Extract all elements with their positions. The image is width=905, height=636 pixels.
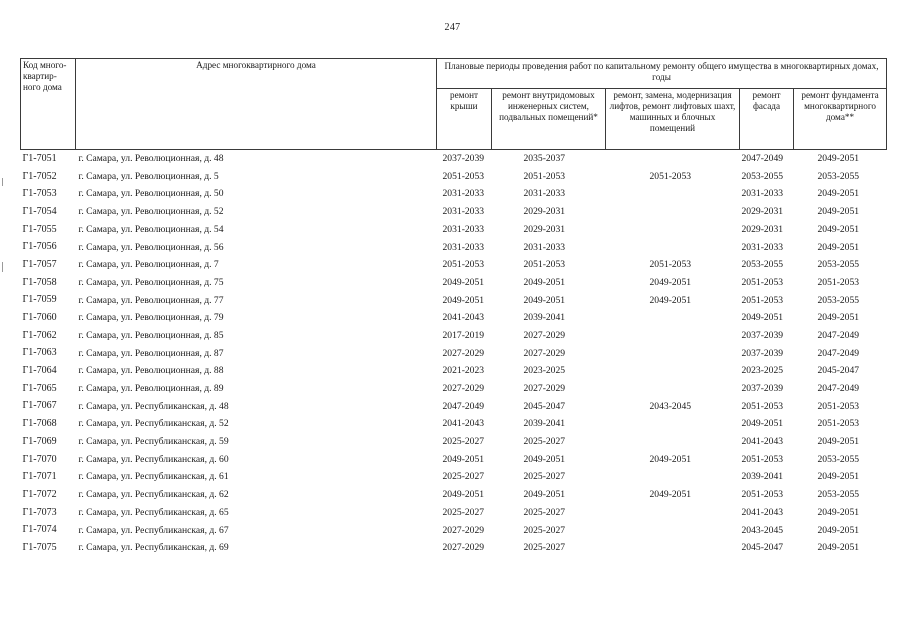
roof-period-cell: 2049-2051 — [442, 276, 485, 288]
house-code-cell: Г1-7056 — [22, 241, 57, 253]
house-code-cell: Г1-7054 — [22, 205, 57, 217]
roof-period-cell: 2025-2027 — [442, 471, 485, 483]
foundation-period-cell: 2049-2051 — [817, 206, 860, 218]
capital-repair-schedule-table — [20, 58, 887, 557]
engineering-period-cell: 2051-2053 — [523, 170, 566, 182]
address-cell: г. Самара, ул. Республиканская, д. 48 — [78, 400, 229, 412]
roof-period-cell: 2027-2029 — [442, 347, 485, 359]
foundation-period-cell: 2049-2051 — [817, 223, 860, 235]
foundation-period-cell: 2047-2049 — [817, 329, 860, 341]
roof-period-cell: 2051-2053 — [442, 259, 485, 271]
engineering-period-cell: 2031-2033 — [523, 188, 566, 200]
engineering-period-cell: 2051-2053 — [523, 259, 566, 271]
address-cell: г. Самара, ул. Революционная, д. 56 — [78, 241, 224, 253]
foundation-period-cell: 2051-2053 — [817, 418, 860, 430]
address-cell: г. Самара, ул. Революционная, д. 87 — [78, 347, 224, 359]
roof-period-cell: 2031-2033 — [442, 206, 485, 218]
roof-period-cell: 2041-2043 — [442, 418, 485, 430]
lift-period-cell — [606, 362, 740, 380]
roof-period-cell: 2027-2029 — [442, 524, 485, 536]
engineering-period-cell: 2025-2027 — [523, 436, 566, 448]
house-code-cell: Г1-7057 — [22, 258, 57, 270]
house-code-cell: Г1-7055 — [22, 223, 57, 235]
table-row — [21, 345, 887, 363]
facade-period-cell: 2049-2051 — [741, 418, 784, 430]
house-code-cell: Г1-7058 — [22, 276, 57, 288]
lift-period-cell — [606, 504, 740, 522]
roof-period-cell: 2049-2051 — [442, 489, 485, 501]
engineering-period-cell: 2027-2029 — [523, 329, 566, 341]
facade-period-cell: 2051-2053 — [741, 453, 784, 465]
facade-period-cell: 2047-2049 — [741, 153, 784, 165]
foundation-period-cell: 2049-2051 — [817, 506, 860, 518]
house-code-cell: Г1-7064 — [22, 365, 57, 377]
facade-period-cell: 2053-2055 — [741, 259, 784, 271]
lift-period-cell: 2051-2053 — [649, 259, 692, 271]
lift-period-cell: 2049-2051 — [649, 294, 692, 306]
roof-period-cell: 2027-2029 — [442, 542, 485, 554]
facade-period-cell: 2041-2043 — [741, 436, 784, 448]
header-engineering-systems-repair: ремонт внутридомовых инженерных систем, подвальных помещений* — [492, 89, 606, 150]
engineering-period-cell: 2049-2051 — [523, 294, 566, 306]
house-code-cell: Г1-7070 — [22, 453, 57, 465]
header-lift-repair: ремонт, замена, модернизация лифтов, ремонт лифтовых шахт, машинных и блочных помещений — [606, 89, 740, 150]
engineering-period-cell: 2025-2027 — [523, 506, 566, 518]
lift-period-cell — [606, 380, 740, 398]
table-row — [21, 327, 887, 345]
engineering-period-cell: 2045-2047 — [523, 400, 566, 412]
table-row — [21, 539, 887, 557]
address-cell: г. Самара, ул. Республиканская, д. 59 — [78, 436, 229, 448]
address-cell: г. Самара, ул. Революционная, д. 89 — [78, 383, 224, 395]
engineering-period-cell: 2025-2027 — [523, 542, 566, 554]
foundation-period-cell: 2053-2055 — [817, 294, 860, 306]
lift-period-cell — [606, 468, 740, 486]
facade-period-cell: 2029-2031 — [741, 206, 784, 218]
house-code-cell: Г1-7052 — [22, 170, 57, 182]
foundation-period-cell: 2051-2053 — [817, 400, 860, 412]
house-code-cell: Г1-7069 — [22, 435, 57, 447]
table-body — [21, 150, 887, 557]
house-code-cell: Г1-7068 — [22, 418, 57, 430]
address-cell: г. Самара, ул. Революционная, д. 79 — [78, 312, 224, 324]
scan-margin-mark — [2, 178, 3, 186]
facade-period-cell: 2037-2039 — [741, 347, 784, 359]
address-cell: г. Самара, ул. Республиканская, д. 61 — [78, 471, 229, 483]
lift-period-cell — [606, 221, 740, 239]
lift-period-cell — [606, 309, 740, 327]
engineering-period-cell: 2031-2033 — [523, 241, 566, 253]
lift-period-cell — [606, 203, 740, 221]
lift-period-cell: 2049-2051 — [649, 489, 692, 501]
address-cell: г. Самара, ул. Республиканская, д. 65 — [78, 506, 229, 518]
foundation-period-cell: 2049-2051 — [817, 312, 860, 324]
lift-period-cell — [606, 415, 740, 433]
facade-period-cell: 2049-2051 — [741, 312, 784, 324]
table-row — [21, 521, 887, 539]
roof-period-cell: 2049-2051 — [442, 453, 485, 465]
engineering-period-cell: 2025-2027 — [523, 471, 566, 483]
foundation-period-cell: 2045-2047 — [817, 365, 860, 377]
engineering-period-cell: 2025-2027 — [523, 524, 566, 536]
table-row — [21, 256, 887, 274]
lift-period-cell — [606, 238, 740, 256]
table-row — [21, 292, 887, 310]
scan-margin-mark — [2, 262, 3, 272]
address-cell: г. Самара, ул. Революционная, д. 54 — [78, 223, 224, 235]
foundation-period-cell: 2049-2051 — [817, 524, 860, 536]
engineering-period-cell: 2049-2051 — [523, 276, 566, 288]
address-cell: г. Самара, ул. Революционная, д. 52 — [78, 206, 224, 218]
house-code-cell: Г1-7072 — [22, 488, 57, 500]
lift-period-cell: 2051-2053 — [649, 170, 692, 182]
facade-period-cell: 2037-2039 — [741, 383, 784, 395]
table-header — [21, 59, 887, 150]
roof-period-cell: 2031-2033 — [442, 241, 485, 253]
house-code-cell: Г1-7074 — [22, 524, 57, 536]
roof-period-cell: 2037-2039 — [442, 153, 485, 165]
header-house-code: Код много-квартир-ного дома — [21, 59, 76, 150]
table-row — [21, 309, 887, 327]
lift-period-cell — [606, 345, 740, 363]
house-code-cell: Г1-7073 — [22, 506, 57, 518]
facade-period-cell: 2051-2053 — [741, 489, 784, 501]
address-cell: г. Самара, ул. Революционная, д. 75 — [78, 276, 224, 288]
table-row — [21, 433, 887, 451]
foundation-period-cell: 2047-2049 — [817, 383, 860, 395]
lift-period-cell — [606, 539, 740, 557]
header-foundation-repair: ремонт фундамента многоквартирного дома** — [794, 89, 887, 150]
lift-period-cell — [606, 327, 740, 345]
address-cell: г. Самара, ул. Республиканская, д. 52 — [78, 418, 229, 430]
facade-period-cell: 2039-2041 — [741, 471, 784, 483]
header-facade-repair: ремонт фасада — [740, 89, 794, 150]
address-cell: г. Самара, ул. Революционная, д. 7 — [78, 259, 219, 271]
lift-period-cell — [606, 150, 740, 168]
facade-period-cell: 2051-2053 — [741, 294, 784, 306]
lift-period-cell: 2049-2051 — [649, 276, 692, 288]
foundation-period-cell: 2049-2051 — [817, 241, 860, 253]
facade-period-cell: 2023-2025 — [741, 365, 784, 377]
address-cell: г. Самара, ул. Революционная, д. 88 — [78, 365, 224, 377]
roof-period-cell: 2047-2049 — [442, 400, 485, 412]
address-cell: г. Самара, ул. Революционная, д. 5 — [78, 170, 219, 182]
engineering-period-cell: 2029-2031 — [523, 223, 566, 235]
facade-period-cell: 2031-2033 — [741, 188, 784, 200]
facade-period-cell: 2051-2053 — [741, 276, 784, 288]
engineering-period-cell: 2023-2025 — [523, 365, 566, 377]
header-address: Адрес многоквартирного дома — [76, 59, 437, 150]
roof-period-cell: 2025-2027 — [442, 436, 485, 448]
engineering-period-cell: 2039-2041 — [523, 418, 566, 430]
roof-period-cell: 2027-2029 — [442, 383, 485, 395]
house-code-cell: Г1-7071 — [22, 471, 57, 483]
engineering-period-cell: 2049-2051 — [523, 489, 566, 501]
address-cell: г. Самара, ул. Революционная, д. 77 — [78, 294, 224, 306]
lift-period-cell — [606, 433, 740, 451]
house-code-cell: Г1-7075 — [22, 541, 57, 553]
roof-period-cell: 2049-2051 — [442, 294, 485, 306]
facade-period-cell: 2031-2033 — [741, 241, 784, 253]
house-code-cell: Г1-7062 — [22, 329, 57, 341]
roof-period-cell: 2017-2019 — [442, 329, 485, 341]
address-cell: г. Самара, ул. Республиканская, д. 60 — [78, 453, 229, 465]
table-row — [21, 238, 887, 256]
table-row — [21, 486, 887, 504]
header-roof-repair: ремонт крыши — [437, 89, 492, 150]
table-row — [21, 221, 887, 239]
table-row — [21, 504, 887, 522]
engineering-period-cell: 2039-2041 — [523, 312, 566, 324]
table-row — [21, 168, 887, 186]
engineering-period-cell: 2049-2051 — [523, 453, 566, 465]
lift-period-cell: 2043-2045 — [649, 400, 692, 412]
lift-period-cell — [606, 521, 740, 539]
table-row — [21, 185, 887, 203]
facade-period-cell: 2037-2039 — [741, 329, 784, 341]
engineering-period-cell: 2035-2037 — [523, 153, 566, 165]
foundation-period-cell: 2053-2055 — [817, 170, 860, 182]
facade-period-cell: 2029-2031 — [741, 223, 784, 235]
address-cell: г. Самара, ул. Республиканская, д. 67 — [78, 524, 229, 536]
table-row — [21, 398, 887, 416]
foundation-period-cell: 2049-2051 — [817, 188, 860, 200]
facade-period-cell: 2045-2047 — [741, 542, 784, 554]
address-cell: г. Самара, ул. Республиканская, д. 62 — [78, 489, 229, 501]
foundation-period-cell: 2047-2049 — [817, 347, 860, 359]
facade-period-cell: 2053-2055 — [741, 170, 784, 182]
address-cell: г. Самара, ул. Революционная, д. 48 — [78, 153, 224, 165]
house-code-cell: Г1-7059 — [22, 294, 57, 306]
lift-period-cell: 2049-2051 — [649, 453, 692, 465]
roof-period-cell: 2021-2023 — [442, 365, 485, 377]
table-row — [21, 415, 887, 433]
engineering-period-cell: 2027-2029 — [523, 347, 566, 359]
foundation-period-cell: 2049-2051 — [817, 471, 860, 483]
house-code-cell: Г1-7065 — [22, 382, 57, 394]
engineering-period-cell: 2027-2029 — [523, 383, 566, 395]
roof-period-cell: 2031-2033 — [442, 188, 485, 200]
house-code-cell: Г1-7060 — [22, 312, 57, 324]
foundation-period-cell: 2049-2051 — [817, 153, 860, 165]
house-code-cell: Г1-7051 — [22, 152, 57, 164]
foundation-period-cell: 2053-2055 — [817, 453, 860, 465]
house-code-cell: Г1-7053 — [22, 188, 57, 200]
table-row — [21, 150, 887, 168]
table-row — [21, 380, 887, 398]
foundation-period-cell: 2049-2051 — [817, 542, 860, 554]
table-row — [21, 203, 887, 221]
foundation-period-cell: 2049-2051 — [817, 436, 860, 448]
roof-period-cell: 2031-2033 — [442, 223, 485, 235]
lift-period-cell — [606, 185, 740, 203]
house-code-cell: Г1-7063 — [22, 347, 57, 359]
header-planned-periods: Плановые периоды проведения работ по капитальному ремонту общего имущества в многоквартирных домах, годы — [437, 59, 887, 89]
table-row — [21, 274, 887, 292]
table-row — [21, 468, 887, 486]
facade-period-cell: 2041-2043 — [741, 506, 784, 518]
address-cell: г. Самара, ул. Революционная, д. 85 — [78, 329, 224, 341]
page-number: 247 — [444, 22, 461, 33]
table-row — [21, 362, 887, 380]
table-row — [21, 451, 887, 469]
facade-period-cell: 2051-2053 — [741, 400, 784, 412]
facade-period-cell: 2043-2045 — [741, 524, 784, 536]
foundation-period-cell: 2051-2053 — [817, 276, 860, 288]
foundation-period-cell: 2053-2055 — [817, 259, 860, 271]
roof-period-cell: 2041-2043 — [442, 312, 485, 324]
header-row-group — [21, 59, 887, 89]
address-cell: г. Самара, ул. Революционная, д. 50 — [78, 188, 224, 200]
engineering-period-cell: 2029-2031 — [523, 206, 566, 218]
roof-period-cell: 2051-2053 — [442, 170, 485, 182]
house-code-cell: Г1-7067 — [22, 400, 57, 412]
address-cell: г. Самара, ул. Республиканская, д. 69 — [78, 542, 229, 554]
foundation-period-cell: 2053-2055 — [817, 489, 860, 501]
roof-period-cell: 2025-2027 — [442, 506, 485, 518]
